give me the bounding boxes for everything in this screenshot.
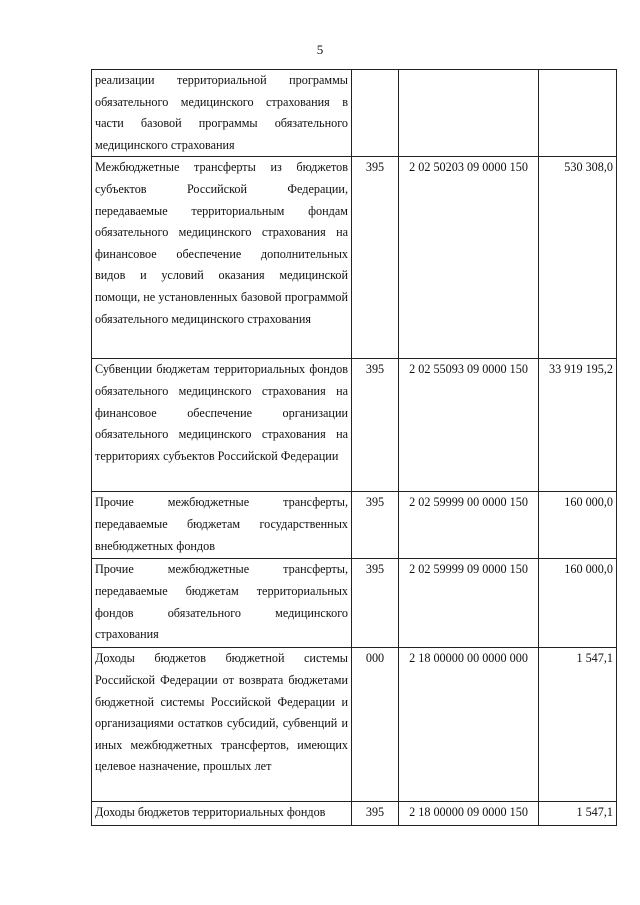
table-row [92, 492, 617, 559]
row-budget-code-cell: 2 02 55093 09 0000 150 [399, 359, 539, 492]
row-admin-code-cell: 395 [352, 492, 399, 559]
table-row [92, 157, 617, 359]
row-admin-code-cell: 395 [352, 559, 399, 648]
row-budget-code-cell: 2 02 50203 09 0000 150 [399, 157, 539, 359]
row-budget-code-cell: 2 02 59999 09 0000 150 [399, 559, 539, 648]
row-name-cell: Прочие межбюджетные трансферты, передаваемые бюджетам территориальных фондов обязательного медицинского страхования [92, 559, 352, 648]
row-admin-code-cell [352, 70, 399, 157]
row-name-cell: Доходы бюджетов бюджетной системы Российской Федерации от возврата бюджетами бюджетной системы Российской Федерации и организациями остатков субсидий, субвенций и иных межбюджетных трансфертов, имеющих целевое назначение, прошлых лет [92, 648, 352, 802]
row-admin-code-cell: 395 [352, 802, 399, 826]
row-budget-code-cell: 2 02 59999 00 0000 150 [399, 492, 539, 559]
row-budget-code-cell: 2 18 00000 09 0000 150 [399, 802, 539, 826]
row-name-cell: Доходы бюджетов территориальных фондов [92, 802, 352, 826]
row-name-cell: Межбюджетные трансферты из бюджетов субъектов Российской Федерации, передаваемые территориальным фондам обязательного медицинского страхования на финансовое обеспечение дополнительных видов и условий оказания медицинской помощи, не установленных базовой программой обязательного медицинского страхования [92, 157, 352, 359]
row-admin-code-cell: 395 [352, 157, 399, 359]
row-amount-cell: 160 000,0 [539, 492, 617, 559]
row-amount-cell [539, 70, 617, 157]
table-row [92, 802, 617, 826]
row-amount-cell: 1 547,1 [539, 648, 617, 802]
row-amount-cell: 530 308,0 [539, 157, 617, 359]
row-budget-code-cell: 2 18 00000 00 0000 000 [399, 648, 539, 802]
row-name-cell: реализации территориальной программы обязательного медицинского страхования в части базовой программы обязательного медицинского страхования [92, 70, 352, 157]
table-row [92, 359, 617, 492]
row-amount-cell: 160 000,0 [539, 559, 617, 648]
table-row [92, 559, 617, 648]
page-number: 5 [316, 42, 324, 57]
table-row [92, 70, 617, 157]
revenue-table [91, 69, 617, 826]
row-budget-code-cell [399, 70, 539, 157]
row-admin-code-cell: 395 [352, 359, 399, 492]
row-name-cell: Субвенции бюджетам территориальных фондов обязательного медицинского страхования на финансовое обеспечение организации обязательного медицинского страхования на территориях субъектов Российской Федерации [92, 359, 352, 492]
table-row [92, 648, 617, 802]
row-admin-code-cell: 000 [352, 648, 399, 802]
row-amount-cell: 33 919 195,2 [539, 359, 617, 492]
row-name-cell: Прочие межбюджетные трансферты, передаваемые бюджетам государственных внебюджетных фондов [92, 492, 352, 559]
row-amount-cell: 1 547,1 [539, 802, 617, 826]
